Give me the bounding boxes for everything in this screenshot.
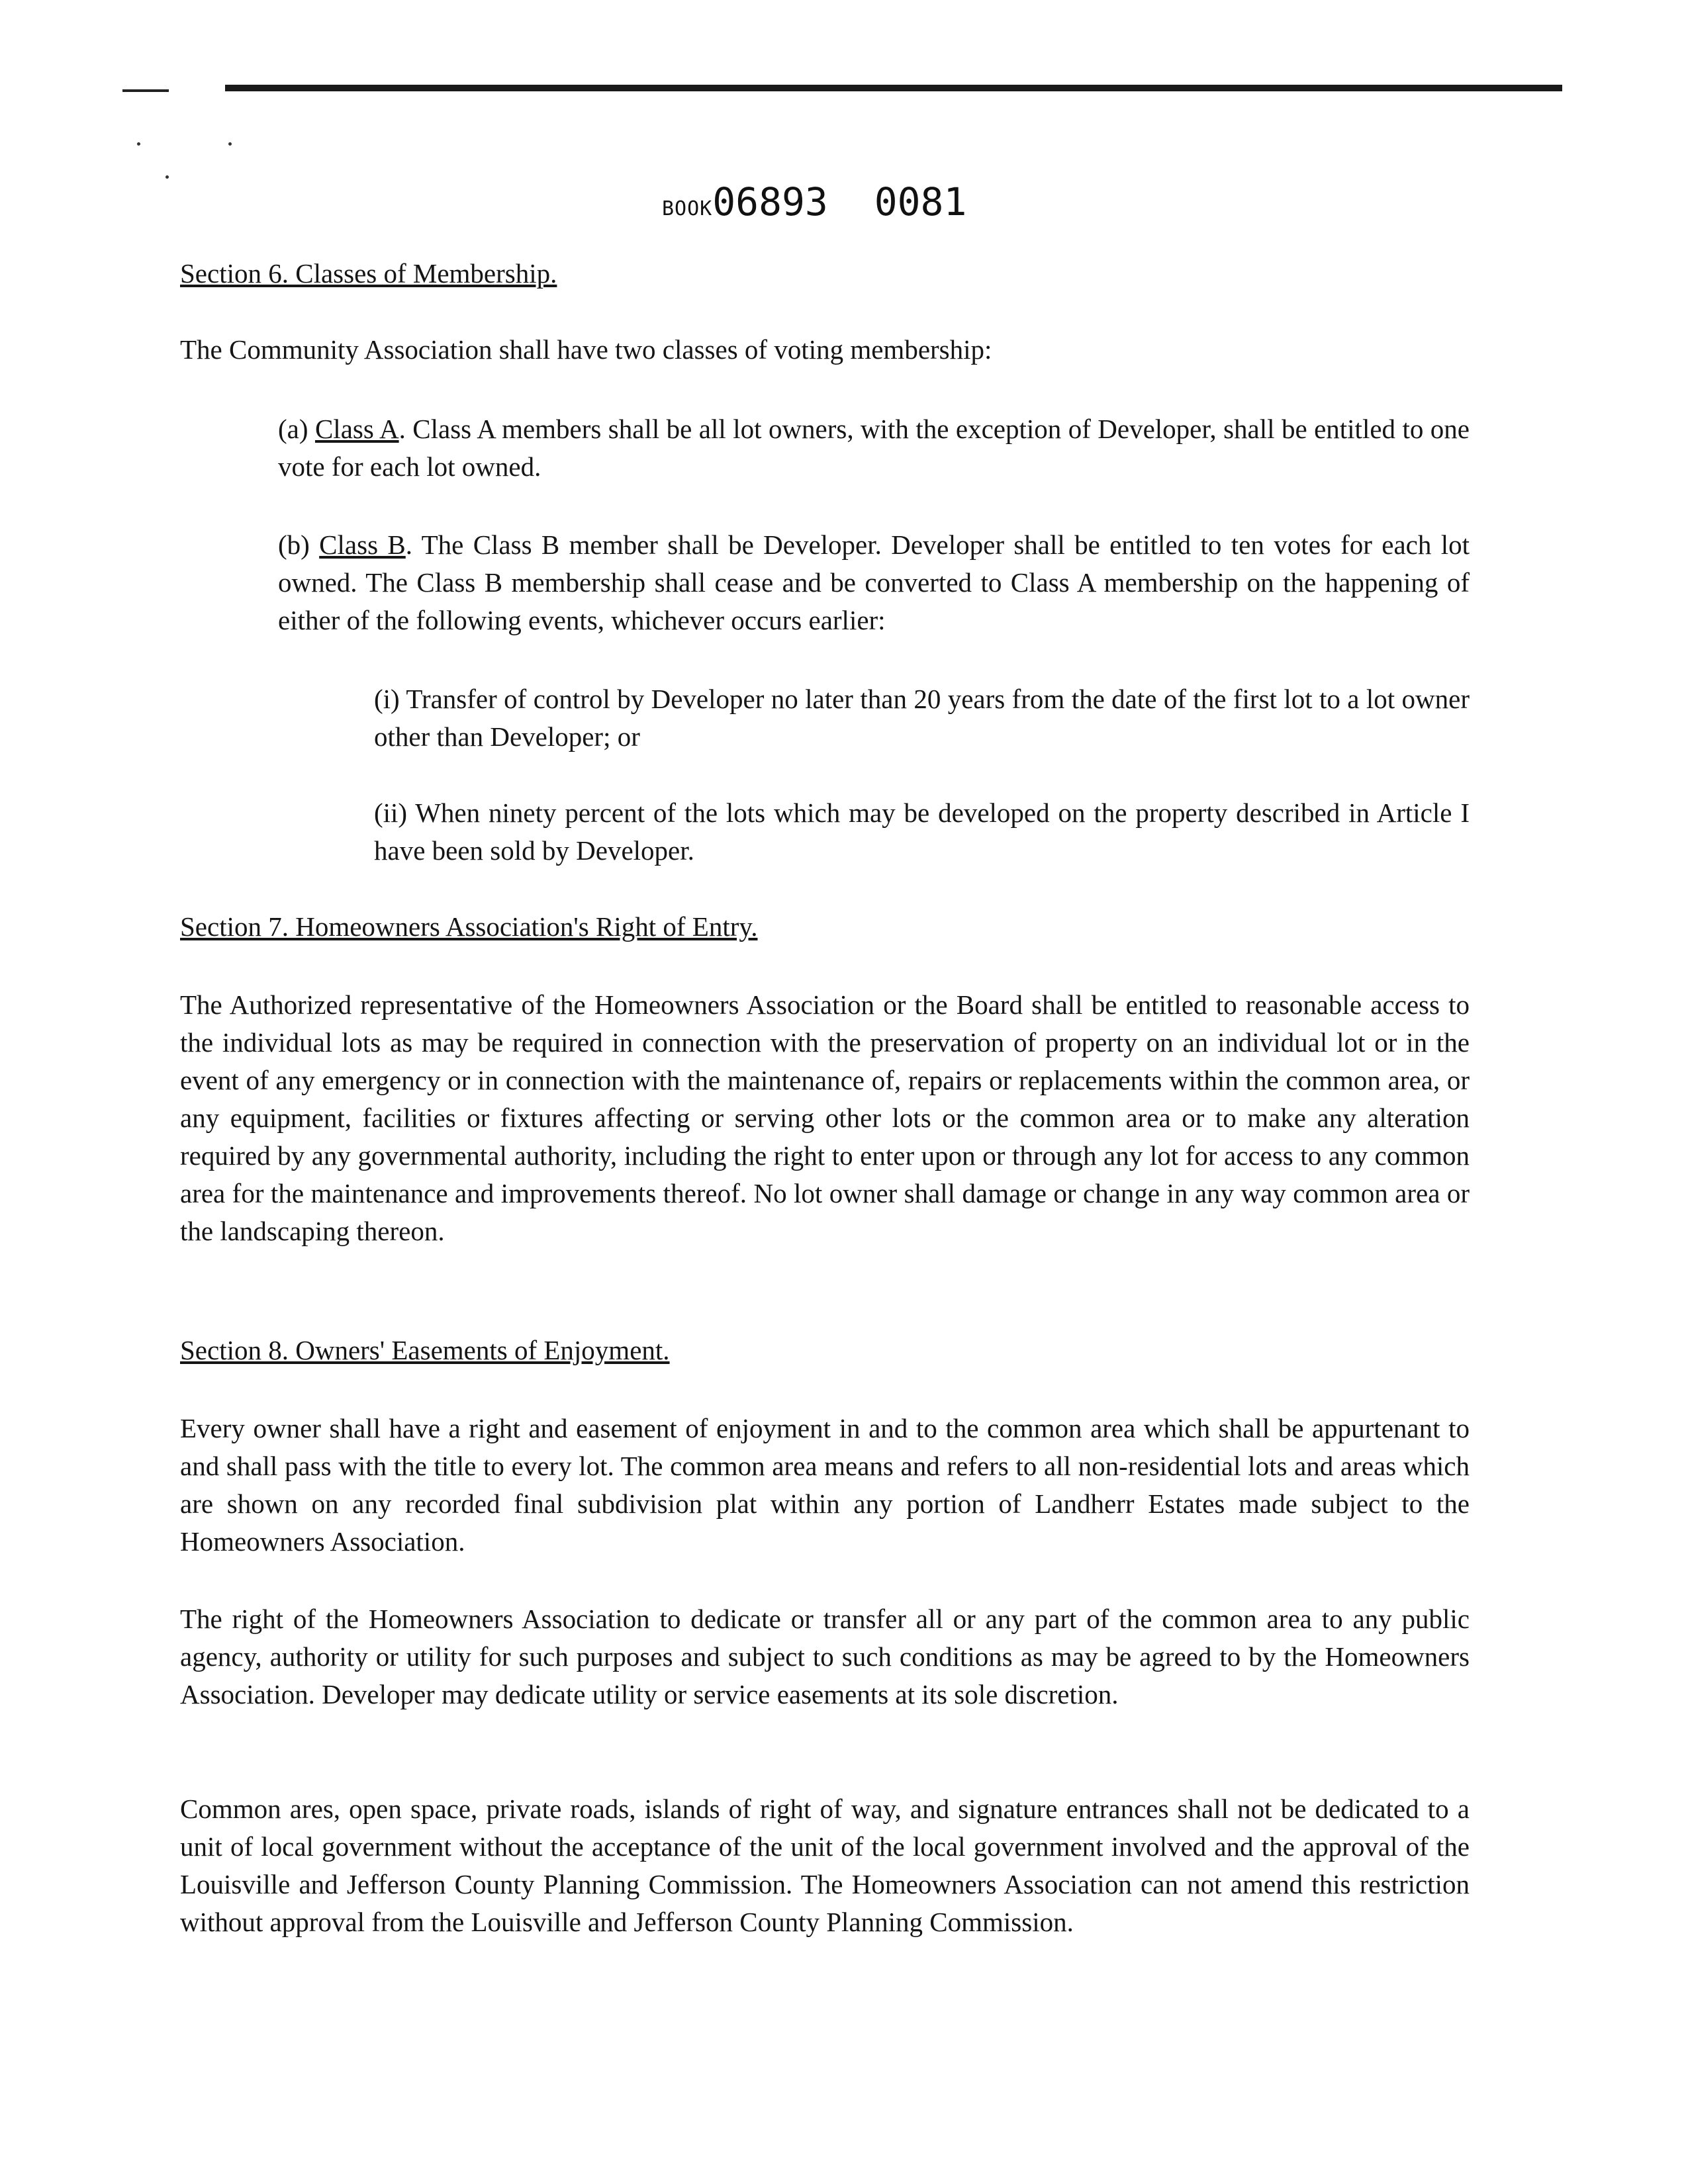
- section-6-intro: The Community Association shall have two classes of voting membership:: [180, 334, 992, 365]
- section-8-para-3: Common ares, open space, private roads, islands of right of way, and signature entrances shall not be dedicated to a unit of local government without the acceptance of the unit of the local government involved and the approval of the Louisville and Jefferson County Planning Commission. The Homeowners Association can not amend this restriction without approval from the Louisville and Jefferson County Planning Commission.: [180, 1794, 1470, 1937]
- scan-speck: [228, 142, 232, 146]
- class-b-paragraph: [278, 526, 1470, 639]
- section-8-para-1: Every owner shall have a right and easement of enjoyment in and to the common area which shall be appurtenant to and shall pass with the title to every lot. The common area means and refers to all non-residential lots and areas which are shown on any recorded final subdivision plat within any portion of Landherr Estates made subject to the Homeowners Association.: [180, 1413, 1470, 1557]
- book-number: 06893: [712, 179, 828, 224]
- class-b-text: . The Class B member shall be Developer. Developer shall be entitled to ten votes for each lot owned. The Class B membership shall cease and be converted to Class A membership on the happening of either of the following events, whichever occurs earlier:: [278, 529, 1470, 635]
- book-page-number: [662, 175, 1059, 228]
- scan-speck: [137, 142, 140, 146]
- section-7-heading: Section 7. Homeowners Association's Right of Entry.: [180, 911, 758, 942]
- header-rule: [225, 85, 1562, 91]
- page-number: 0081: [874, 179, 967, 224]
- class-a-marker: (a): [278, 414, 315, 444]
- book-prefix: BOOK: [662, 197, 713, 220]
- section-8-heading: Section 8. Owners' Easements of Enjoyment.: [180, 1335, 670, 1365]
- scan-speck: [165, 175, 169, 179]
- section-6-heading: Section 6. Classes of Membership.: [180, 258, 557, 289]
- event-ii-paragraph: (ii) When ninety percent of the lots which may be developed on the property described in Article I have been sold by Developer.: [374, 797, 1470, 866]
- event-i-paragraph: (i) Transfer of control by Developer no later than 20 years from the date of the first lot to a lot owner other than Developer; or: [374, 684, 1470, 752]
- section-8-para-2: The right of the Homeowners Association to dedicate or transfer all or any part of the common area to any public agency, authority or utility for such purposes and subject to such conditions as may be agreed to by the Homeowners Association. Developer may dedicate utility or service easements at its sole discretion.: [180, 1604, 1470, 1709]
- class-b-marker: (b): [278, 529, 320, 560]
- class-b-label: Class B: [319, 529, 406, 560]
- class-a-paragraph: [278, 410, 1470, 486]
- class-a-text: . Class A members shall be all lot owners, with the exception of Developer, shall be entitled to one vote for each lot owned.: [278, 414, 1470, 482]
- section-7-body: The Authorized representative of the Homeowners Association or the Board shall be entitled to reasonable access to the individual lots as may be required in connection with the preservation of property on an individual lot or in the event of any emergency or in connection with the maintenance of, repairs or replacements within the common area, or any equipment, facilities or fixtures affecting or serving other lots or the common area or to make any alteration required by any governmental authority, including the right to enter upon or through any lot for access to any common area for the maintenance and improvements thereof. No lot owner shall damage or change in any way common area or the landscaping thereon.: [180, 989, 1470, 1246]
- header-rule-short: [122, 89, 169, 92]
- class-a-label: Class A: [314, 414, 399, 444]
